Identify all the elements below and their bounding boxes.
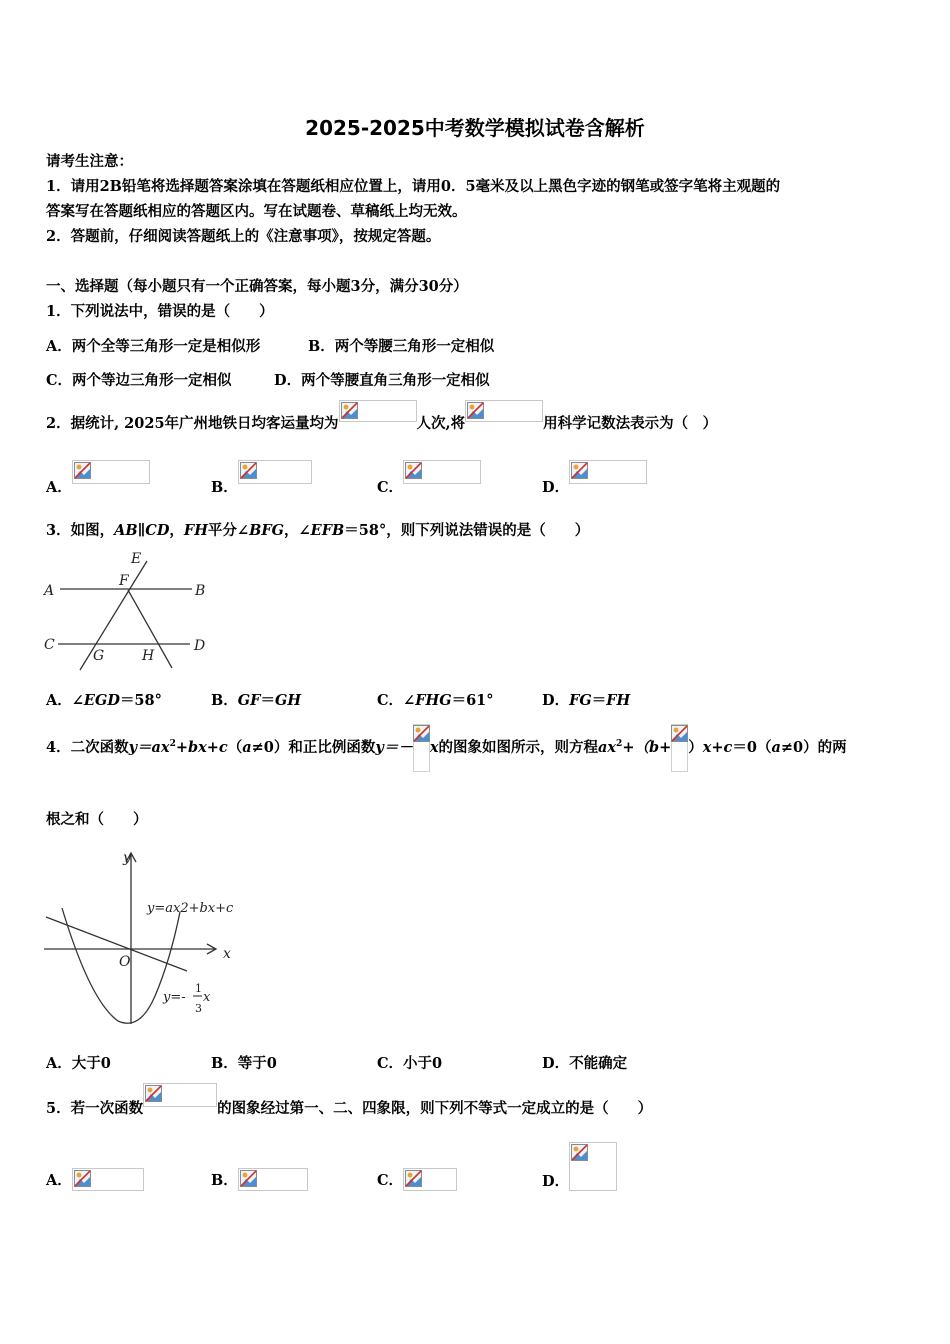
question-1-stem: 1．下列说法中，错误的是（ ）	[46, 303, 274, 320]
option-label: B．	[211, 479, 238, 496]
option-var: FG	[569, 692, 592, 709]
option-var: FH	[606, 692, 631, 709]
label-h: H	[142, 648, 155, 664]
question-4-option-d: D．不能确定	[542, 1055, 628, 1072]
q4-var: a	[771, 738, 781, 756]
q3-var-bfg: BFG	[249, 522, 285, 539]
broken-image-icon	[571, 462, 588, 479]
label-c: C	[44, 637, 55, 653]
question-4-graph	[40, 846, 250, 1031]
q3-var-fh: FH	[183, 522, 208, 539]
label-d: D	[194, 638, 206, 654]
linear-label-prefix: y=-	[163, 990, 186, 1005]
label-e: E	[131, 551, 142, 567]
linear-label-suffix: x	[203, 990, 211, 1005]
broken-image-icon	[240, 462, 257, 479]
question-2-image-2	[465, 400, 543, 422]
y-axis-label: y	[123, 850, 131, 866]
option-equals: ＝	[260, 692, 275, 709]
fraction-denominator: 3	[195, 1002, 202, 1015]
question-1-option-c: C．两个等边三角形一定相似	[46, 372, 232, 389]
question-4-stem	[46, 720, 847, 772]
label-g: G	[93, 648, 105, 664]
option-value: ＝58°	[119, 692, 162, 709]
option-var: FHG	[415, 692, 452, 709]
option-label: B．	[211, 1172, 238, 1189]
option-image	[72, 460, 150, 484]
option-image	[569, 1142, 617, 1191]
angle-sign: ∠	[403, 692, 416, 709]
question-4-image-1	[413, 724, 430, 772]
q4-formula: y＝－	[375, 738, 413, 756]
question-5-option-a	[46, 1168, 144, 1191]
broken-image-icon	[145, 1085, 162, 1102]
option-label: C．	[377, 1172, 404, 1189]
option-label: A．	[46, 479, 72, 496]
question-2-option-c	[377, 460, 481, 496]
notice-heading: 请考生注意：	[46, 153, 133, 170]
question-2-option-b	[211, 460, 312, 496]
question-3-option-b	[211, 689, 301, 710]
broken-image-icon	[74, 462, 91, 479]
label-b: B	[195, 583, 206, 599]
q4-formula: +（b+	[622, 738, 672, 756]
q4-var: a	[242, 738, 252, 756]
broken-image-icon	[405, 1170, 422, 1187]
option-value: ＝61°	[451, 692, 494, 709]
broken-image-icon	[571, 1144, 588, 1161]
q3-text: ＝58°，则下列说法错误的是（ ）	[344, 522, 590, 539]
broken-image-icon	[405, 462, 422, 479]
fraction-numerator: 1	[195, 982, 202, 995]
page-title: 2025-2025中考数学模拟试卷含解析	[305, 116, 645, 140]
question-2-text-3: 用科学记数法表示为（ ）	[543, 415, 718, 432]
option-image	[238, 1168, 308, 1191]
question-2-image-1	[339, 400, 417, 422]
notice-item-1-line-1: 1．请用2B铅笔将选择题答案涂填在答题纸相应位置上，请用0．5毫米及以上黑色字迹的钢笔或签字笔将主观题的	[46, 178, 781, 195]
option-image	[403, 460, 481, 484]
option-label: B．	[211, 692, 238, 709]
option-image	[403, 1168, 457, 1191]
q4-text: 4．二次函数	[46, 738, 129, 756]
q4-text: ＝0（	[732, 738, 772, 756]
notice-item-1-line-2: 答案写在答题纸相应的答题区内。写在试题卷、草稿纸上均无效。	[46, 203, 467, 220]
q4-formula: +bx+c	[175, 738, 228, 756]
origin-label: O	[119, 954, 131, 970]
question-5-option-d	[542, 1142, 617, 1191]
q4-exponent: 2	[616, 739, 623, 749]
option-var: EGD	[83, 692, 120, 709]
q3-var-efb: EFB	[310, 522, 345, 539]
question-2-text-2: 人次,将	[416, 415, 466, 432]
q4-text: ≠0）和正比例函数	[251, 738, 376, 756]
broken-image-icon	[413, 725, 430, 742]
question-2-option-a	[46, 460, 150, 496]
q4-text: ）	[688, 738, 703, 756]
question-4-option-b: B．等于0	[211, 1055, 277, 1072]
option-image	[569, 460, 647, 484]
q4-var: x	[429, 738, 439, 756]
option-image	[72, 1168, 144, 1191]
broken-image-icon	[341, 402, 358, 419]
section-heading: 一、选择题（每小题只有一个正确答案，每小题3分，满分30分）	[46, 278, 468, 295]
q3-text: 3．如图，	[46, 522, 115, 539]
question-3-option-c	[377, 689, 494, 710]
label-a: A	[44, 583, 55, 599]
question-1-option-b: B．两个等腰三角形一定相似	[308, 338, 495, 355]
question-5-option-b	[211, 1168, 308, 1191]
q4-text: ≠0）的两	[780, 738, 847, 756]
question-4-option-a: A．大于0	[46, 1055, 111, 1072]
broken-image-icon	[671, 725, 688, 742]
question-2-text-1: 2．据统计, 2025年广州地铁日均客运量均为	[46, 415, 339, 432]
q3-var-ab: AB	[114, 522, 138, 539]
label-f: F	[119, 573, 129, 589]
q4-formula: y＝ax	[128, 738, 170, 756]
q4-formula: ax	[598, 738, 617, 756]
q4-text: （	[227, 738, 243, 756]
q3-text: ，	[169, 522, 184, 539]
question-3-option-d	[542, 689, 630, 710]
notice-item-2: 2．答题前，仔细阅读答题纸上的《注意事项》，按规定答题。	[46, 228, 441, 245]
proportional-line	[46, 917, 187, 971]
question-4-option-c: C．小于0	[377, 1055, 443, 1072]
q3-text: 平分∠	[207, 522, 250, 539]
question-1-option-d: D．两个等腰直角三角形一定相似	[274, 372, 490, 389]
question-5-option-c	[377, 1168, 457, 1191]
option-label: A．	[46, 692, 72, 709]
option-label: D．	[542, 1173, 570, 1190]
question-4-stem-line-2: 根之和（ ）	[46, 811, 148, 828]
angle-sign: ∠	[71, 692, 84, 709]
question-2-option-d	[542, 460, 647, 496]
option-equals: ＝	[591, 692, 607, 709]
option-label: A．	[46, 1172, 72, 1189]
question-4-image-2	[671, 724, 688, 772]
q3-var-cd: CD	[145, 522, 170, 539]
line-ef-g	[80, 561, 147, 670]
option-var: GH	[274, 692, 302, 709]
question-2-stem	[46, 400, 718, 432]
q4-exponent: 2	[169, 739, 176, 749]
question-5-stem	[46, 1083, 653, 1117]
q3-parallel: ∥	[137, 522, 146, 539]
option-label: C．	[377, 692, 404, 709]
question-3-option-a	[46, 689, 162, 710]
q4-formula: x+c	[702, 738, 733, 756]
q3-text: ，∠	[284, 522, 311, 539]
option-label: D．	[542, 479, 570, 496]
broken-image-icon	[467, 402, 484, 419]
parabola-label: y=ax2+bx+c	[147, 901, 234, 916]
q4-text: 的图象如图所示，则方程	[438, 738, 598, 756]
option-image	[238, 460, 312, 484]
broken-image-icon	[74, 1170, 91, 1187]
x-axis-label: x	[223, 946, 231, 962]
question-3-stem	[46, 521, 589, 541]
question-5-image	[143, 1083, 217, 1107]
option-label: C．	[377, 479, 404, 496]
question-1-option-a: A．两个全等三角形一定是相似形	[46, 338, 261, 355]
q5-text: 5．若一次函数	[46, 1100, 144, 1117]
broken-image-icon	[240, 1170, 257, 1187]
option-label: D．	[542, 692, 570, 709]
question-3-figure	[40, 548, 220, 676]
q5-text: 的图象经过第一、二、四象限，则下列不等式一定成立的是（ ）	[217, 1100, 653, 1117]
option-var: GF	[237, 692, 261, 709]
